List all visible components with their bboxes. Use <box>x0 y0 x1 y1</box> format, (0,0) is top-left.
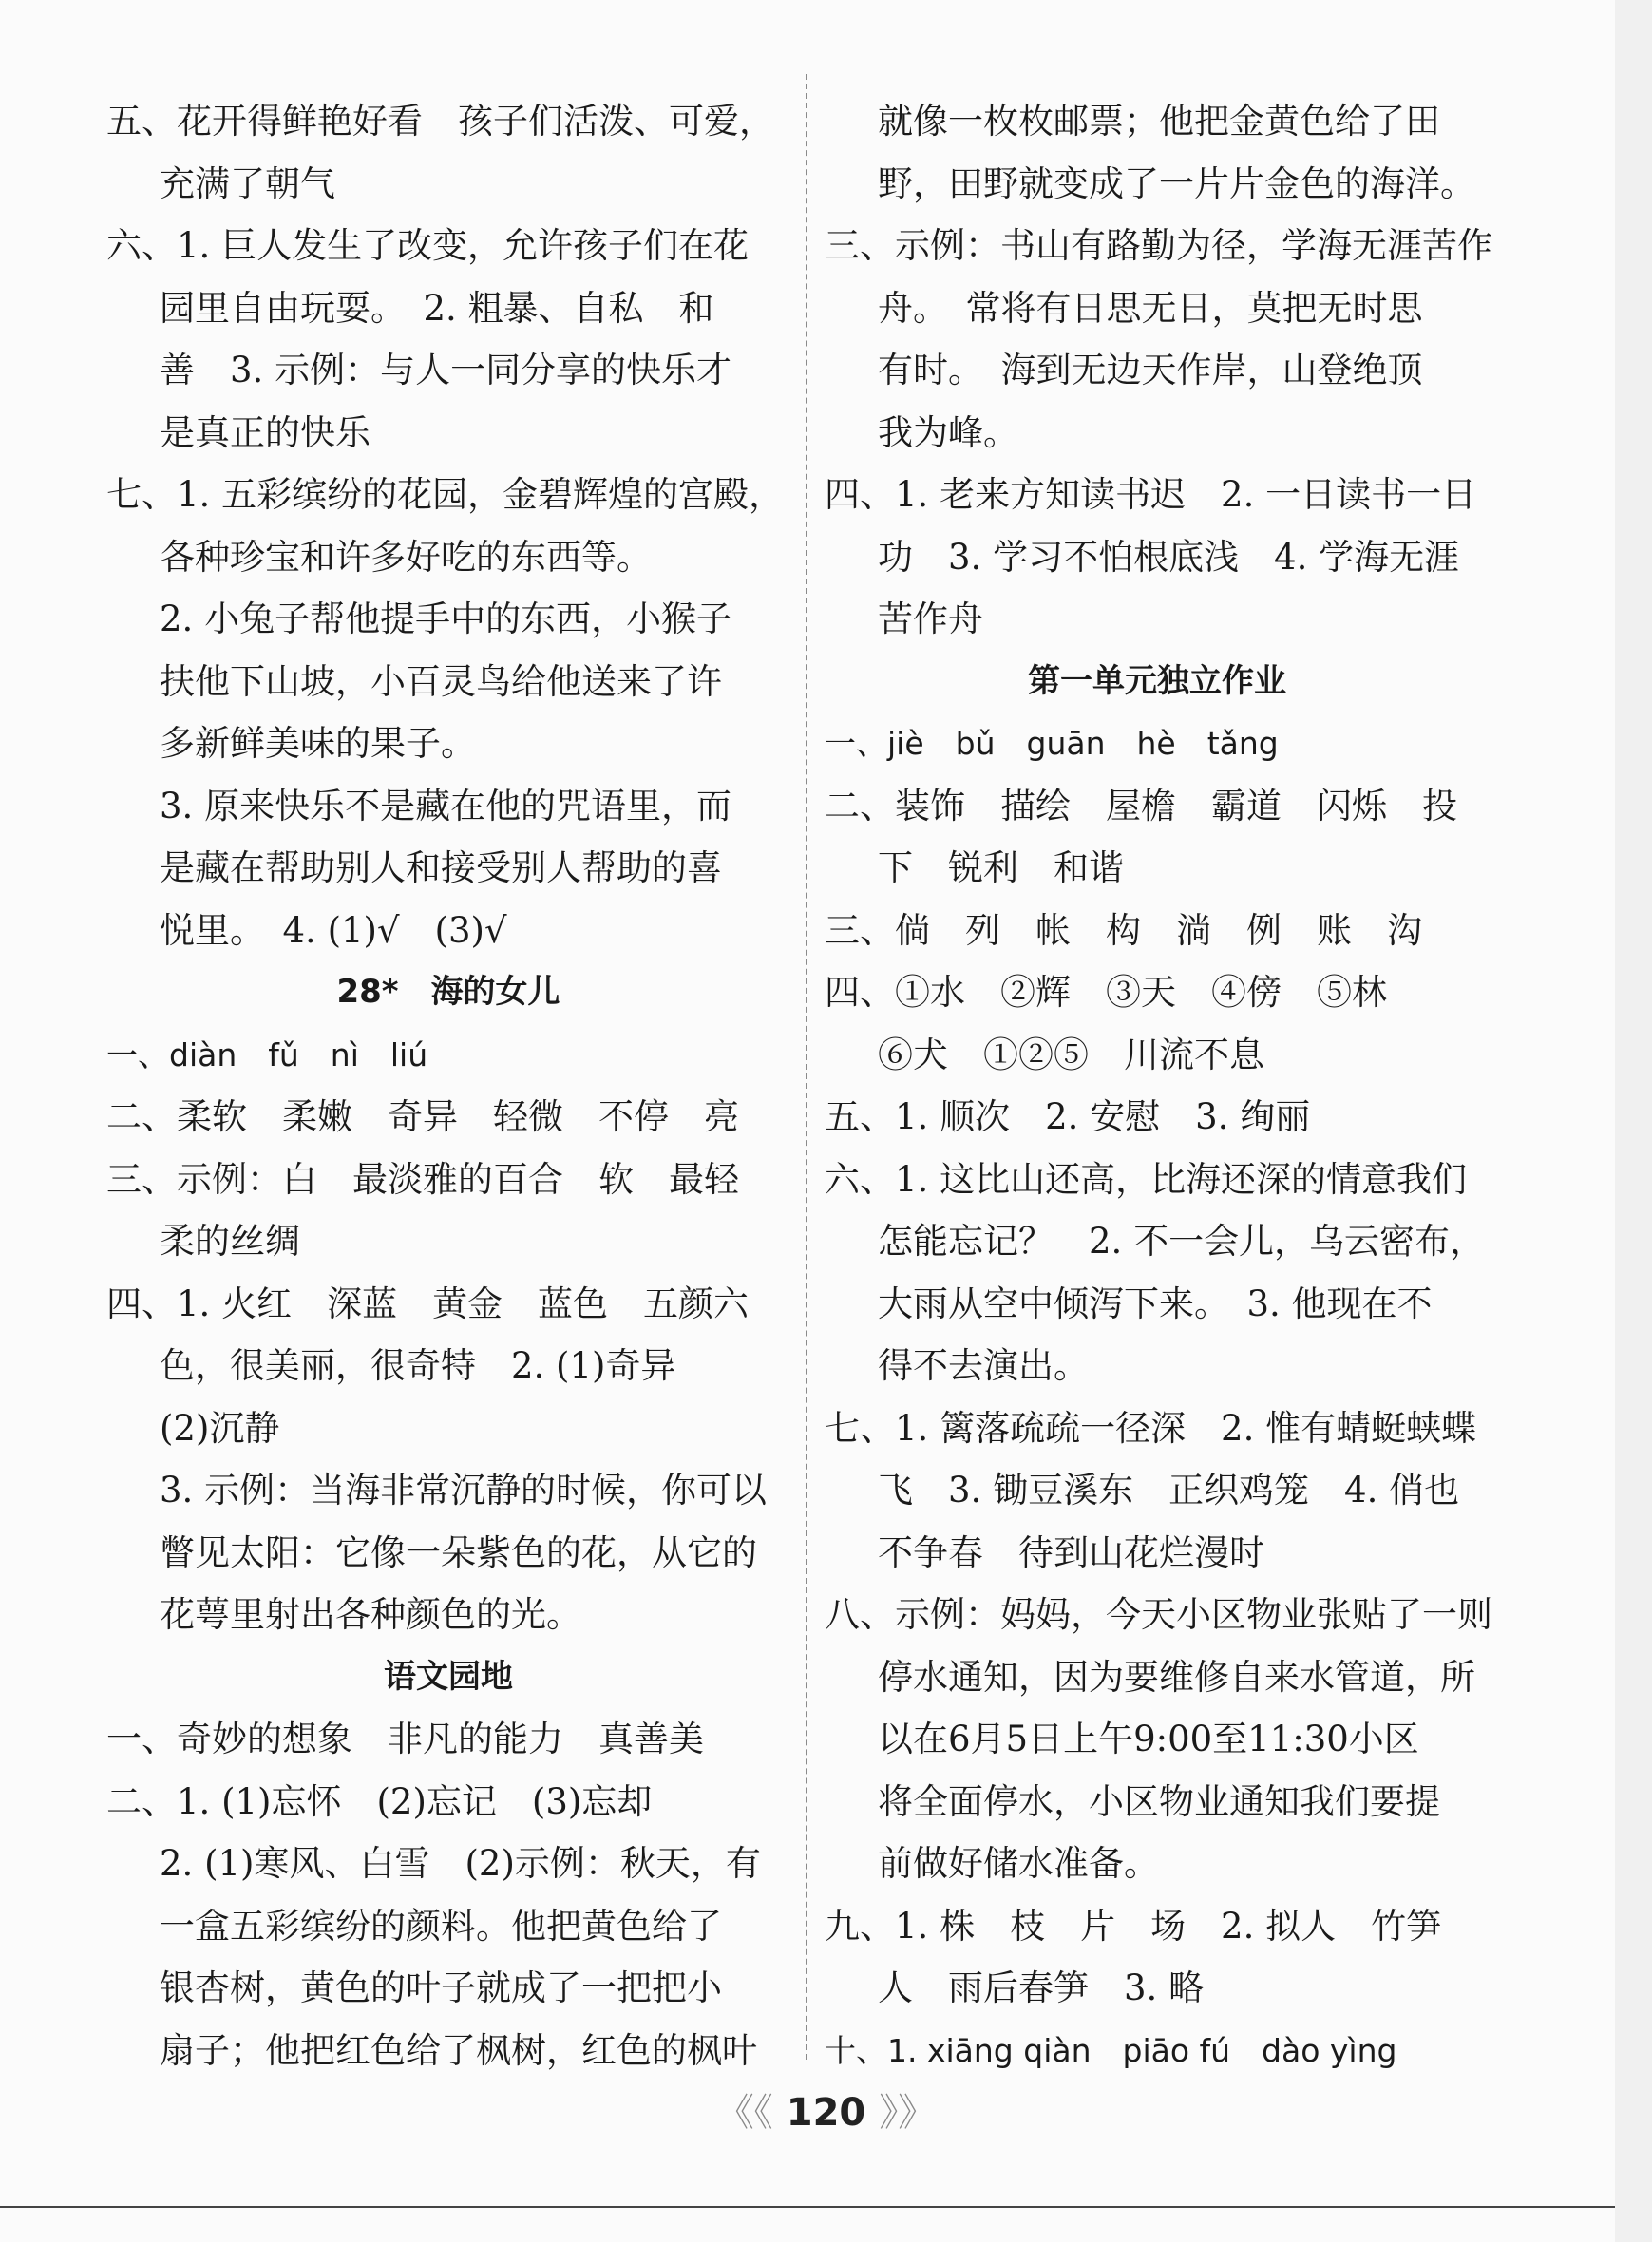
text-line: 有时。 海到无边天作岸，山登绝顶 <box>878 350 1423 390</box>
text-line: 扇子；他把红色给了枫树，红色的枫叶 <box>160 2029 757 2071</box>
text-line: 色，很美丽，很奇特 2. (1)奇异 <box>160 1345 676 1386</box>
text-line: 园里自由玩耍。 2. 粗暴、自私 和 <box>160 287 714 329</box>
text-line: 三、倘 列 帐 构 淌 例 账 沟 <box>825 909 1422 951</box>
footer-right-decoration: 》》 <box>879 2091 937 2135</box>
text-line: 下 锐利 和谐 <box>878 847 1124 888</box>
text-line: 善 3. 示例：与人一同分享的快乐才 <box>160 350 732 390</box>
text-line: 五、花开得鲜艳好看 孩子们活泼、可爱， <box>106 101 774 142</box>
text-line: 银杏树，黄色的叶子就成了一把把小 <box>160 1967 722 2008</box>
footer-left-decoration: 《《 <box>715 2091 773 2135</box>
text-line: 六、1. 巨人发生了改变，允许孩子们在花 <box>106 225 750 266</box>
text-line: 2. (1)寒风、白雪 (2)示例：秋天，有 <box>160 1843 761 1884</box>
section-heading: 语文园地 <box>384 1657 513 1696</box>
page-number: 120 <box>786 2091 866 2135</box>
text-line: 多新鲜美味的果子。 <box>160 723 476 764</box>
text-line: 六、1. 这比山还高，比海还深的情意我们 <box>825 1158 1468 1200</box>
text-line: 不争春 待到山花烂漫时 <box>878 1531 1264 1573</box>
text-line: 怎能忘记？ 2. 不一会儿，乌云密布， <box>878 1221 1486 1262</box>
text-line: 一、diàn fǔ nì liú <box>106 1036 428 1074</box>
text-line: 得不去演出。 <box>878 1345 1089 1386</box>
text-line: 功 3. 学习不怕根底浅 4. 学海无涯 <box>878 536 1460 578</box>
text-line: 花萼里射出各种颜色的光。 <box>160 1594 581 1635</box>
text-line: 前做好储水准备。 <box>878 1843 1159 1884</box>
text-line: 停水通知，因为要维修自来水管道，所 <box>878 1656 1475 1698</box>
text-line: 是真正的快乐 <box>160 411 370 453</box>
text-line: 3. 示例：当海非常沉静的时候，你可以 <box>160 1470 768 1510</box>
text-line: 舟。 常将有日思无日，莫把无时思 <box>878 287 1423 329</box>
bottom-rule <box>0 2206 1615 2208</box>
text-line: 七、1. 五彩缤纷的花园，金碧辉煌的宫殿， <box>106 474 785 515</box>
text-line: 八、示例：妈妈，今天小区物业张贴了一则 <box>825 1594 1492 1635</box>
right-column <box>825 90 1490 2081</box>
section-heading: 第一单元独立作业 <box>1028 661 1286 700</box>
text-line: 二、装饰 描绘 屋檐 霸道 闪烁 投 <box>825 785 1457 826</box>
left-column <box>106 90 790 2081</box>
text-line: 柔的丝绸 <box>160 1221 300 1262</box>
text-line: 五、1. 顺次 2. 安慰 3. 绚丽 <box>825 1096 1311 1137</box>
text-line: 大雨从空中倾泻下来。 3. 他现在不 <box>878 1282 1433 1324</box>
scan-edge <box>1615 0 1652 2242</box>
text-line: 2. 小兔子帮他提手中的东西，小猴子 <box>160 598 732 639</box>
section-heading: 28* 海的女儿 <box>336 973 560 1011</box>
text-line: 充满了朝气 <box>160 162 335 204</box>
text-line: 悦里。 4. (1)√ (3)√ <box>160 909 507 951</box>
text-line: (2)沉静 <box>160 1407 280 1449</box>
text-line: 瞥见太阳：它像一朵紫色的花，从它的 <box>160 1531 757 1573</box>
text-line: 就像一枚枚邮票；他把金黄色给了田 <box>878 101 1440 142</box>
text-line: 二、柔软 柔嫩 奇异 轻微 不停 亮 <box>106 1096 739 1137</box>
text-line: 四、①水 ②辉 ③天 ④傍 ⑤林 <box>825 972 1387 1013</box>
text-line: 九、1. 株 枝 片 场 2. 拟人 竹笋 <box>825 1905 1442 1947</box>
text-line: 三、示例：书山有路勤为径，学海无涯苦作 <box>825 225 1492 266</box>
text-line: ⑥犬 ①②⑤ 川流不息 <box>878 1034 1264 1075</box>
text-line: 一、奇妙的想象 非凡的能力 真善美 <box>106 1719 704 1759</box>
text-line: 一、jiè bǔ guān hè tǎng <box>825 725 1279 762</box>
text-line: 苦作舟 <box>878 598 983 639</box>
text-line: 是藏在帮助别人和接受别人帮助的喜 <box>160 847 722 888</box>
text-line: 四、1. 老来方知读书迟 2. 一日读书一日 <box>825 474 1477 515</box>
page-footer <box>0 2082 1652 2137</box>
text-line: 各种珍宝和许多好吃的东西等。 <box>160 536 652 578</box>
text-line: 七、1. 篱落疏疏一径深 2. 惟有蜻蜓蛱蝶 <box>825 1407 1477 1449</box>
text-line: 四、1. 火红 深蓝 黄金 蓝色 五颜六 <box>106 1282 750 1324</box>
text-line: 将全面停水，小区物业通知我们要提 <box>878 1780 1440 1822</box>
text-line: 二、1. (1)忘怀 (2)忘记 (3)忘却 <box>106 1780 653 1822</box>
text-line: 三、示例：白 最淡雅的百合 软 最轻 <box>106 1158 739 1200</box>
text-line: 我为峰。 <box>878 411 1018 453</box>
text-line: 野，田野就变成了一片片金色的海洋。 <box>878 162 1475 204</box>
text-line: 飞 3. 锄豆溪东 正织鸡笼 4. 俏也 <box>878 1470 1460 1510</box>
text-line: 3. 原来快乐不是藏在他的咒语里，而 <box>160 785 732 826</box>
text-line: 人 雨后春笋 3. 略 <box>878 1967 1205 2008</box>
text-line: 十、1. xiāng qiàn piāo fú dào yìng <box>825 2031 1397 2069</box>
column-divider <box>806 74 807 2060</box>
text-line: 以在6月5日上午9:00至11:30小区 <box>878 1719 1419 1759</box>
text-line: 扶他下山坡，小百灵鸟给他送来了许 <box>160 660 722 702</box>
text-line: 一盒五彩缤纷的颜料。他把黄色给了 <box>160 1905 722 1947</box>
